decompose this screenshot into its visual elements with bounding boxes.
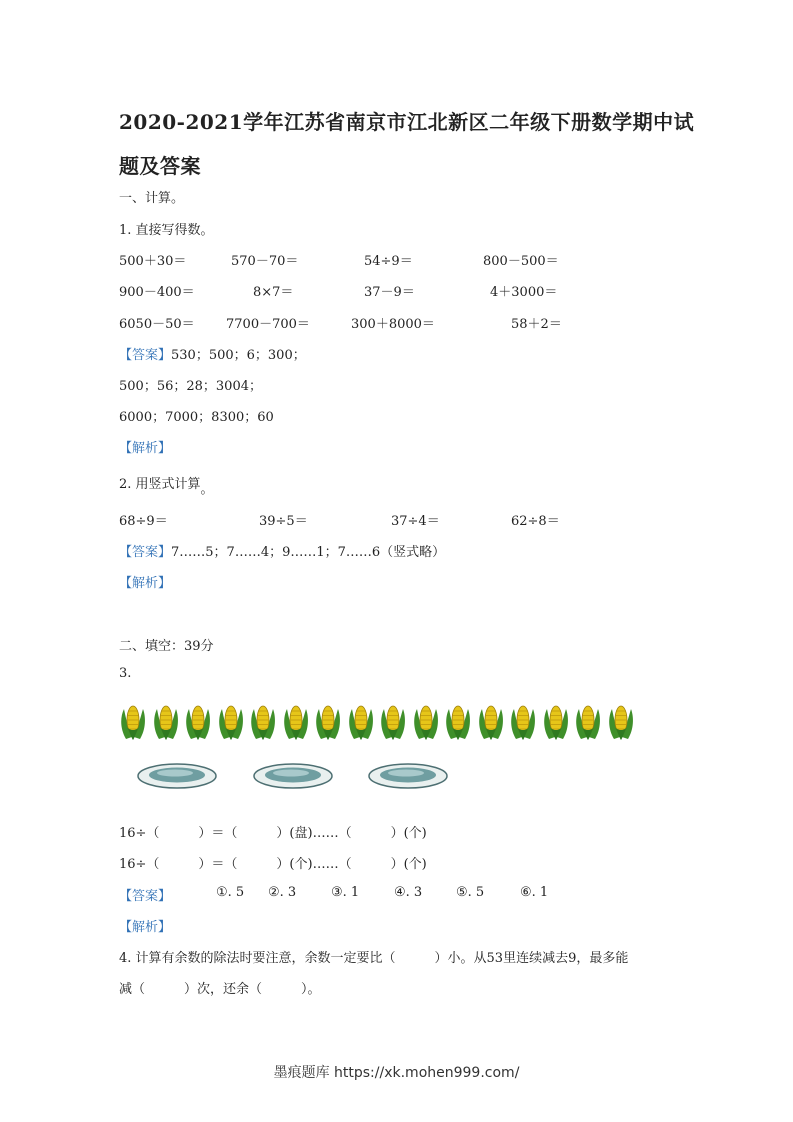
answer-1-line-3: 6000；7000；8300；60	[119, 410, 274, 425]
question-2-label: 2. 用竖式计算	[119, 477, 201, 492]
calc-item: 500＋30＝	[119, 254, 187, 269]
answer-text: 530；500；6；300；	[171, 348, 306, 363]
calc-item: 570－70＝	[231, 254, 299, 269]
question-4-line-2: 减（ ）次，还余（ ）。	[119, 982, 321, 997]
plate-image	[137, 762, 217, 790]
corn-icon	[346, 703, 376, 741]
calc-item: 37－9＝	[364, 285, 415, 300]
question-4-line-1: 4. 计算有余数的除法时要注意，余数一定要比（ ）小。从53里连续减去9，最多能	[119, 951, 629, 966]
answer-item: ④. 3	[394, 885, 423, 900]
calc-item: 54÷9＝	[364, 254, 413, 269]
answer-tag: 【答案】	[119, 889, 172, 904]
plate-icon	[368, 762, 448, 790]
calc-item: 68÷9＝	[119, 514, 168, 529]
question-2-tail: 。	[200, 482, 214, 497]
corn-icon	[411, 703, 441, 741]
analysis-2-tag: 【解析】	[119, 576, 172, 591]
calc-item: 300＋8000＝	[351, 317, 435, 332]
corn-icon	[476, 703, 506, 741]
corn-icon	[443, 703, 473, 741]
calc-item: 900－400＝	[119, 285, 195, 300]
corn-icon	[248, 703, 278, 741]
calc-item: 37÷4＝	[391, 514, 440, 529]
section-1-heading: 一、计算。	[119, 191, 185, 206]
corn-icon	[508, 703, 538, 741]
calc-item: 39÷5＝	[259, 514, 308, 529]
question-2-text	[119, 473, 214, 497]
answer-item: ③. 1	[331, 885, 360, 900]
answer-item: ②. 3	[268, 885, 297, 900]
document-title: 2020-2021学年江苏省南京市江北新区二年级下册数学期中试题及答案	[119, 110, 695, 178]
question-1-text: 1. 直接写得数。	[119, 223, 214, 238]
plate-image	[253, 762, 333, 790]
corn-icon	[378, 703, 408, 741]
plate-image	[368, 762, 448, 790]
answer-1-line-1	[119, 344, 306, 363]
calc-item: 6050－50＝	[119, 317, 195, 332]
answer-item: ①. 5	[216, 885, 245, 900]
corn-icon	[281, 703, 311, 741]
plate-icon	[253, 762, 333, 790]
corn-icon	[606, 703, 636, 741]
answer-tag: 【答案】	[119, 348, 172, 363]
calc-item: 800－500＝	[483, 254, 559, 269]
question-3-line-2: 16÷（ ）＝（ ）(个)……（ ）(个)	[119, 857, 427, 872]
section-2-heading: 二、填空：39分	[119, 639, 214, 654]
calc-item: 58＋2＝	[511, 317, 562, 332]
calc-item: 7700－700＝	[226, 317, 310, 332]
corn-icon	[183, 703, 213, 741]
corn-icon	[541, 703, 571, 741]
answer-2-line	[119, 541, 445, 560]
corn-icon	[216, 703, 246, 741]
footer-watermark: 墨痕题库 https://xk.mohen999.com/	[273, 1065, 520, 1081]
answer-tag: 【答案】	[119, 545, 172, 560]
calc-item: 8×7＝	[253, 285, 294, 300]
calc-item: 4＋3000＝	[490, 285, 558, 300]
answer-1-line-2: 500；56；28；3004；	[119, 379, 262, 394]
question-3-number: 3.	[119, 666, 132, 681]
answer-text: 7……5；7……4；9……1；7……6（竖式略）	[171, 545, 446, 560]
calc-item: 62÷8＝	[511, 514, 560, 529]
analysis-3-tag: 【解析】	[119, 920, 172, 935]
answer-item: ⑤. 5	[456, 885, 485, 900]
corn-icon	[118, 703, 148, 741]
corn-illustration-row	[118, 703, 658, 743]
question-3-line-1: 16÷（ ）＝（ ）(盘)……（ ）(个)	[119, 826, 427, 841]
answer-item: ⑥. 1	[520, 885, 549, 900]
corn-icon	[573, 703, 603, 741]
plate-icon	[137, 762, 217, 790]
corn-icon	[151, 703, 181, 741]
corn-icon	[313, 703, 343, 741]
analysis-1-tag: 【解析】	[119, 441, 172, 456]
